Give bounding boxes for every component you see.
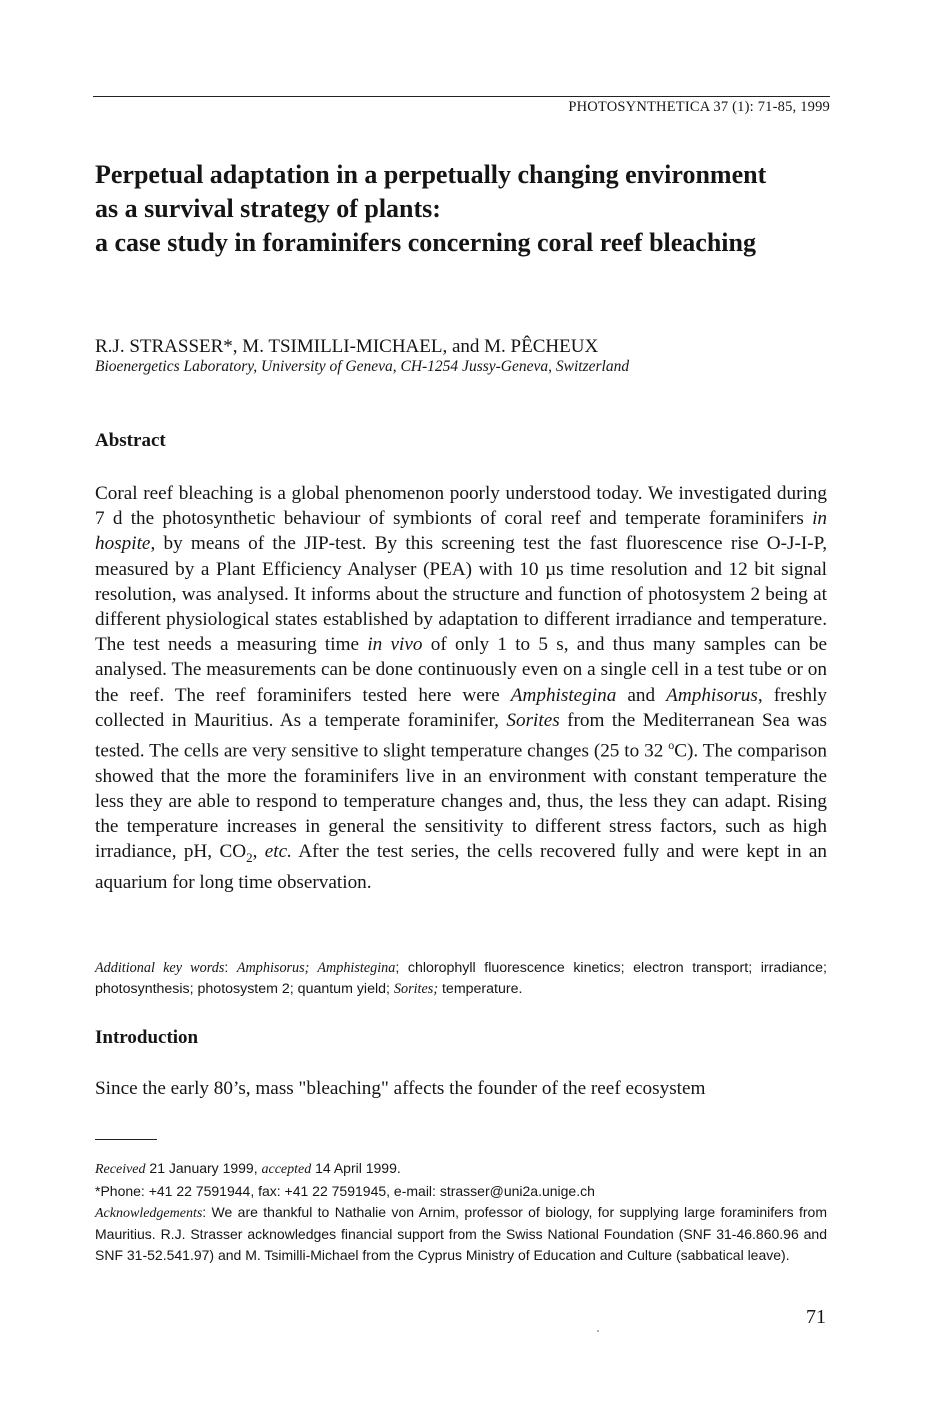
title-line: Perpetual adaptation in a perpetually changing environment <box>95 160 767 189</box>
scan-speck <box>597 1330 599 1332</box>
introduction-heading: Introduction <box>95 1027 199 1048</box>
journal-citation: PHOTOSYNTHETICA 37 (1): 71-85, 1999 <box>568 99 830 115</box>
contact-info: *Phone: +41 22 7591944, fax: +41 22 7591945, e-mail: strasser@uni2a.unige.ch <box>95 1182 595 1199</box>
affiliation: Bioenergetics Laboratory, University of Geneva, CH-1254 Jussy-Geneva, Switzerland <box>95 358 630 375</box>
footnotes <box>95 1158 827 1266</box>
paper-title <box>95 158 845 260</box>
title-line: a case study in foraminifers concerning coral reef bleaching <box>95 228 756 257</box>
introduction-text: Since the early 80’s, mass "bleaching" affects the founder of the reef ecosystem <box>95 1078 706 1099</box>
header-rule <box>93 96 830 97</box>
key-words: Additional key words: Amphisorus; Amphistegina; chlorophyll fluorescence kinetics; electron transport; irradiance; photosynthesis; photosystem 2; quantum yield; Sorites; temperature. <box>95 960 827 997</box>
title-line: as a survival strategy of plants: <box>95 194 441 223</box>
acknowledgements: Acknowledgements: We are thankful to Nathalie von Arnim, professor of biology, for supplying large foraminifers from Mauritius. R.J. Strasser acknowledges financial support from the Swiss National Foundation (SNF 31-46.860.96 and SNF 31-52.541.97) and M. Tsimilli-Michael from the Cyprus Ministry of Education and Culture (sabbatical leave). <box>95 1203 827 1264</box>
page-number: 71 <box>806 1306 826 1328</box>
received-dates: Received 21 January 1999, accepted 14 April 1999. <box>95 1160 401 1177</box>
authors: R.J. STRASSER*, M. TSIMILLI-MICHAEL, and M. PÊCHEUX <box>95 336 599 357</box>
abstract-body: Coral reef bleaching is a global phenomenon poorly understood today. We investigated during 7 d the photosynthetic behaviour of symbionts of coral reef and temperate foraminifers in hospite, by means of the JIP-test. By this screening test the fast fluorescence rise O-J-I-P, measured by a Plant Efficiency Analyser (PEA) with 10 µs time resolution and 12 bit signal resolution, was analysed. It informs about the structure and function of photosystem 2 being at different physiological states established by adaptation to different irradiance and temperature. The test needs a measuring time in vivo of only 1 to 5 s, and thus many samples can be analysed. The measurements can be done continuously even on a single cell in a test tube or on the reef. The reef foraminifers tested here were Amphistegina and Amphisorus, freshly collected in Mauritius. As a temperate foraminifer, Sorites from the Mediterranean Sea was tested. The cells are very sensitive to slight temperature changes (25 to 32 $^o$C). The comparison showed that the more the foraminifers live in an environment with constant temperature the less they are able to respond to temperature changes and, thus, the less they can adapt. Rising the temperature increases in general the sensitivity to different stress factors, such as high irradiance, pH, $CO_2$, etc. After the test series, the cells recovered fully and were kept in an aquarium for long time observation. <box>95 483 827 894</box>
abstract-heading: Abstract <box>95 430 166 451</box>
footnote-rule <box>95 1139 157 1140</box>
